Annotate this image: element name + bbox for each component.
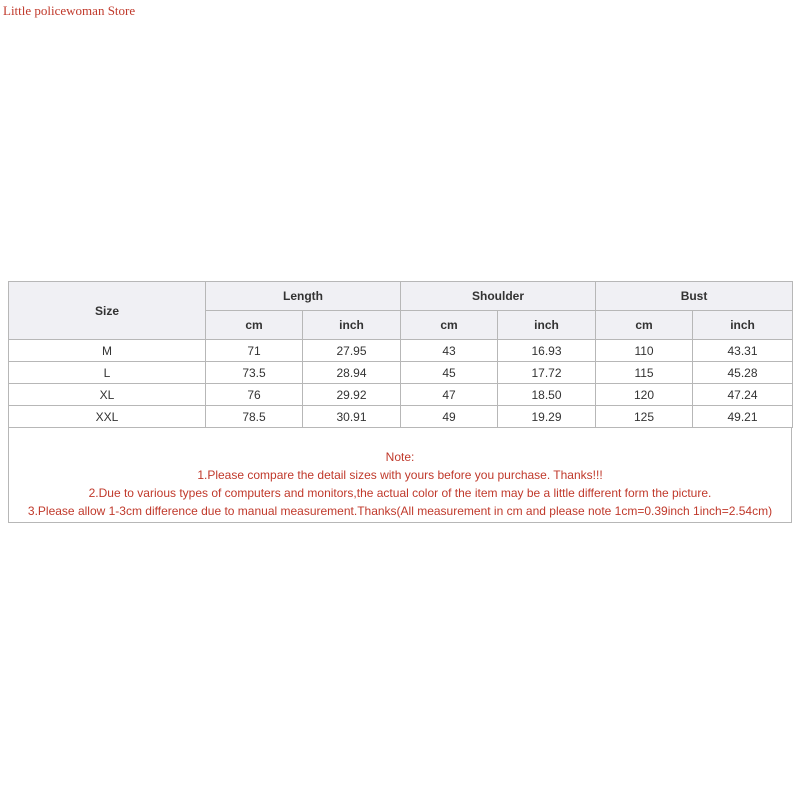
bust-cm-cell: 120 <box>596 384 693 406</box>
bust-inch-header: inch <box>693 311 793 340</box>
bust-header: Bust <box>596 282 793 311</box>
size-chart <box>8 281 792 523</box>
note-line: 3.Please allow 1-3cm difference due to manual measurement.Thanks(All measurement in cm and please note 1cm=0.39inch 1inch=2.54cm) <box>27 504 773 518</box>
table-row <box>9 384 793 406</box>
notes-box <box>8 428 792 523</box>
shoulder-cm-cell: 49 <box>401 406 498 428</box>
size-cell: XXL <box>9 406 206 428</box>
bust-cm-header: cm <box>596 311 693 340</box>
table-row <box>9 406 793 428</box>
shoulder-header: Shoulder <box>401 282 596 311</box>
length-cm-header: cm <box>206 311 303 340</box>
store-watermark: Little policewoman Store <box>3 3 136 18</box>
size-header: Size <box>9 282 206 340</box>
shoulder-cm-cell: 43 <box>401 340 498 362</box>
note-line: 1.Please compare the detail sizes with yours before you purchase. Thanks!!! <box>197 468 603 482</box>
header-row-groups <box>9 282 793 311</box>
shoulder-inch-cell: 19.29 <box>498 406 596 428</box>
bust-cm-cell: 110 <box>596 340 693 362</box>
table-row <box>9 340 793 362</box>
shoulder-inch-cell: 18.50 <box>498 384 596 406</box>
bust-cm-cell: 125 <box>596 406 693 428</box>
shoulder-inch-cell: 16.93 <box>498 340 596 362</box>
bust-inch-cell: 43.31 <box>693 340 793 362</box>
length-inch-cell: 29.92 <box>303 384 401 406</box>
shoulder-cm-cell: 47 <box>401 384 498 406</box>
size-table <box>8 281 793 428</box>
bust-cm-cell: 115 <box>596 362 693 384</box>
size-cell: L <box>9 362 206 384</box>
length-header: Length <box>206 282 401 311</box>
shoulder-inch-header: inch <box>498 311 596 340</box>
length-inch-header: inch <box>303 311 401 340</box>
shoulder-cm-cell: 45 <box>401 362 498 384</box>
length-cm-cell: 71 <box>206 340 303 362</box>
note-title: Note: <box>385 450 415 464</box>
bust-inch-cell: 49.21 <box>693 406 793 428</box>
size-cell: M <box>9 340 206 362</box>
shoulder-cm-header: cm <box>401 311 498 340</box>
note-line: 2.Due to various types of computers and monitors,the actual color of the item may be a little different form the picture. <box>88 486 712 500</box>
shoulder-inch-cell: 17.72 <box>498 362 596 384</box>
size-cell: XL <box>9 384 206 406</box>
table-row <box>9 362 793 384</box>
bust-inch-cell: 47.24 <box>693 384 793 406</box>
length-inch-cell: 30.91 <box>303 406 401 428</box>
bust-inch-cell: 45.28 <box>693 362 793 384</box>
length-cm-cell: 78.5 <box>206 406 303 428</box>
length-inch-cell: 28.94 <box>303 362 401 384</box>
length-inch-cell: 27.95 <box>303 340 401 362</box>
length-cm-cell: 73.5 <box>206 362 303 384</box>
length-cm-cell: 76 <box>206 384 303 406</box>
